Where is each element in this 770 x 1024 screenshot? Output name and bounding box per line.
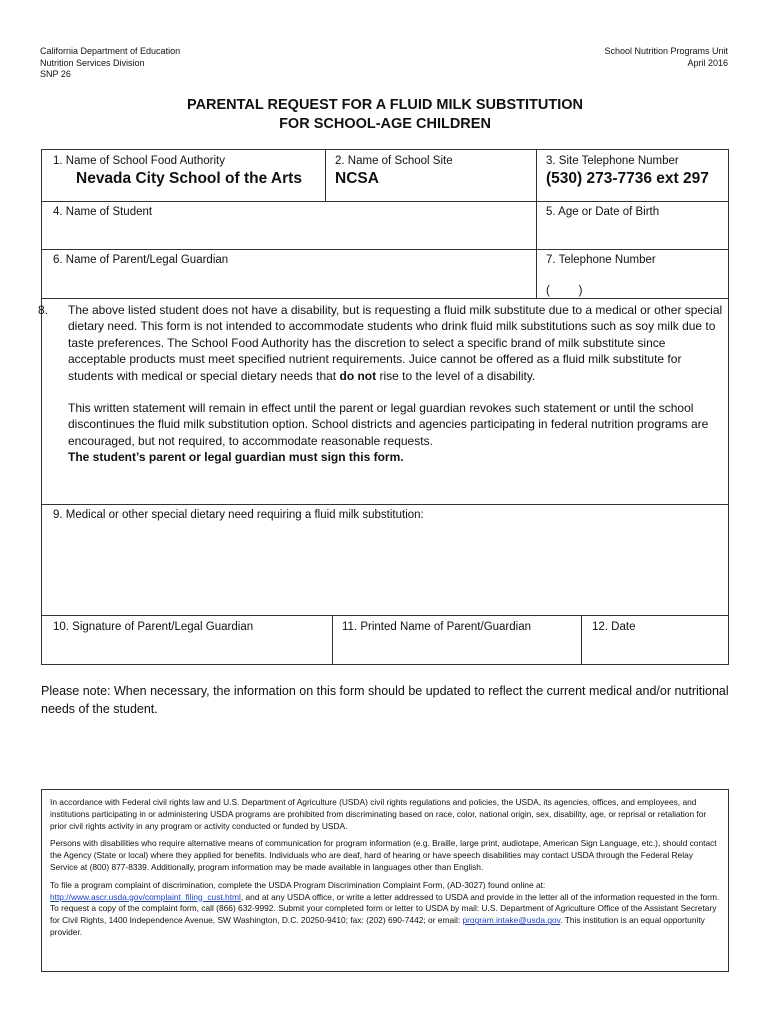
row-divider-2 — [42, 249, 728, 250]
school-site-value[interactable]: NCSA — [335, 170, 379, 187]
field-7-label: 7. Telephone Number — [546, 254, 656, 266]
field-6-label: 6. Name of Parent/Legal Guardian — [53, 254, 229, 266]
telephone-area-code[interactable]: ( ) — [546, 285, 583, 297]
field-12-label: 12. Date — [592, 621, 636, 633]
row-divider-5 — [42, 615, 728, 616]
header-right — [604, 46, 728, 69]
title-line-2: FOR SCHOOL-AGE CHILDREN — [279, 116, 491, 132]
civil-rights-paragraph-1: In accordance with Federal civil rights law and U.S. Department of Agriculture (USDA) civil rights regulations and policies, the USDA, its agencies, offices, and employees, and institutions participating in or administering USDA programs are prohibited from discriminating based on race, color, national origin, sex, disability, age, or reprisal or retaliation for prior civil rights activity in any program or activity conducted or funded by USDA. — [50, 797, 707, 831]
form-date: April 2016 — [687, 57, 728, 68]
field-9-label: 9. Medical or other special dietary need requiring a fluid milk substitution: — [53, 509, 424, 521]
complaint-form-link[interactable]: http://www.ascr.usda.gov/complaint_filing_cust.html — [50, 891, 241, 902]
email-link[interactable]: program.intake@usda.gov — [462, 915, 561, 926]
field-2-label: 2. Name of School Site — [335, 155, 453, 167]
please-note: Please note: When necessary, the information on this form should be updated to reflect the current medical and/or nutritional needs of the student. — [41, 684, 729, 716]
row-divider-1 — [42, 201, 728, 202]
field-4-label: 4. Name of Student — [53, 206, 153, 218]
field-1-label: 1. Name of School Food Authority — [53, 155, 225, 167]
civil-rights-statement — [41, 789, 729, 972]
statement-paragraph-2: This written statement will remain in effect until the parent or legal guardian revokes such statement or until the school discontinues the fluid milk substitution option. School districts and agencies participating in federal nutrition programs are encouraged, but not required, to accommodate reasonable requests. The student’s parent or legal guardian must sign this form. — [68, 401, 709, 465]
site-telephone-value[interactable]: (530) 273-7736 ext 297 — [546, 170, 709, 187]
signature-requirement: The student’s parent or legal guardian must sign this form. — [68, 450, 404, 465]
row-divider-3 — [42, 298, 728, 299]
civil-rights-paragraph-3: To file a program complaint of discrimination, complete the USDA Program Discrimination Complaint Form, (AD-3027) found online at: http://www.ascr.usda.gov/complaint_filing_cust.html, and at any USDA office, or write a letter addressed to USDA and provide in the letter all of the information requested in the form. To request a copy of the complaint form, call (866) 632-9992. Submit your completed form or letter to USDA by mail: U.S. Department of Agriculture Office of the Assistant Secretary for Civil Rights, 1400 Independence Avenue, SW Washington, D.C. 20250-9410; fax: (202) 690-7442; or email: program.intake@usda.gov. This institution is an equal opportunity provider. — [50, 879, 720, 937]
parent-name-field[interactable] — [43, 269, 533, 296]
page-title — [0, 96, 770, 134]
field-10-label: 10. Signature of Parent/Legal Guardian — [53, 621, 254, 633]
statement-paragraph-1: 8. The above listed student does not have a disability, but is requesting a fluid milk substitute due to a medical or other special dietary need. This form is not intended to accommodate students who drink fluid milk substitutions such as soy milk due to taste preferences. The School Food Authority has the discretion to select a specific brand of milk substitute since acceptable products must meet specified nutrient requirements. Juice cannot be offered as a fluid milk substitute for students with medical or special dietary needs that do not rise to the level of a disability. — [38, 303, 723, 383]
title-line-1: PARENTAL REQUEST FOR A FLUID MILK SUBSTITUTION — [186, 97, 584, 113]
signature-field[interactable] — [43, 636, 329, 664]
division-name: Nutrition Services Division — [40, 57, 145, 68]
agency-name: California Department of Education — [40, 46, 181, 56]
school-food-authority-value[interactable]: Nevada City School of the Arts — [76, 170, 302, 187]
form-number: SNP 26 — [40, 69, 71, 79]
col-divider-3 — [332, 615, 333, 665]
civil-rights-paragraph-2: Persons with disabilities who require alternative means of communication for program information (e.g. Braille, large print, audiotape, American Sign Language, etc.), should contact the Agency (State or local) where they applied for benefits. Individuals who are deaf, hard of hearing or have speech disabilities may contact USDA through the Federal Relay Service at (800) 877-8339. Additionally, program information may be made available in languages other than English. — [50, 838, 717, 872]
field-3-label: 3. Site Telephone Number — [546, 155, 679, 167]
field-11-label: 11. Printed Name of Parent/Guardian — [342, 621, 532, 633]
row-divider-4 — [42, 504, 728, 505]
header-left — [40, 46, 180, 81]
col-divider-1 — [325, 150, 326, 201]
student-name-field[interactable] — [43, 221, 533, 247]
col-divider-2 — [536, 150, 537, 298]
request-form — [38, 149, 729, 665]
unit-name: School Nutrition Programs Unit — [604, 46, 728, 56]
age-dob-field[interactable] — [539, 221, 727, 247]
section-8-number: 8. — [38, 303, 49, 317]
printed-name-field[interactable] — [335, 636, 578, 664]
date-field[interactable] — [584, 636, 727, 664]
field-5-label: 5. Age or Date of Birth — [546, 206, 660, 218]
section-8-statement — [38, 302, 723, 466]
dietary-need-field[interactable] — [43, 526, 727, 612]
col-divider-4 — [581, 615, 582, 665]
